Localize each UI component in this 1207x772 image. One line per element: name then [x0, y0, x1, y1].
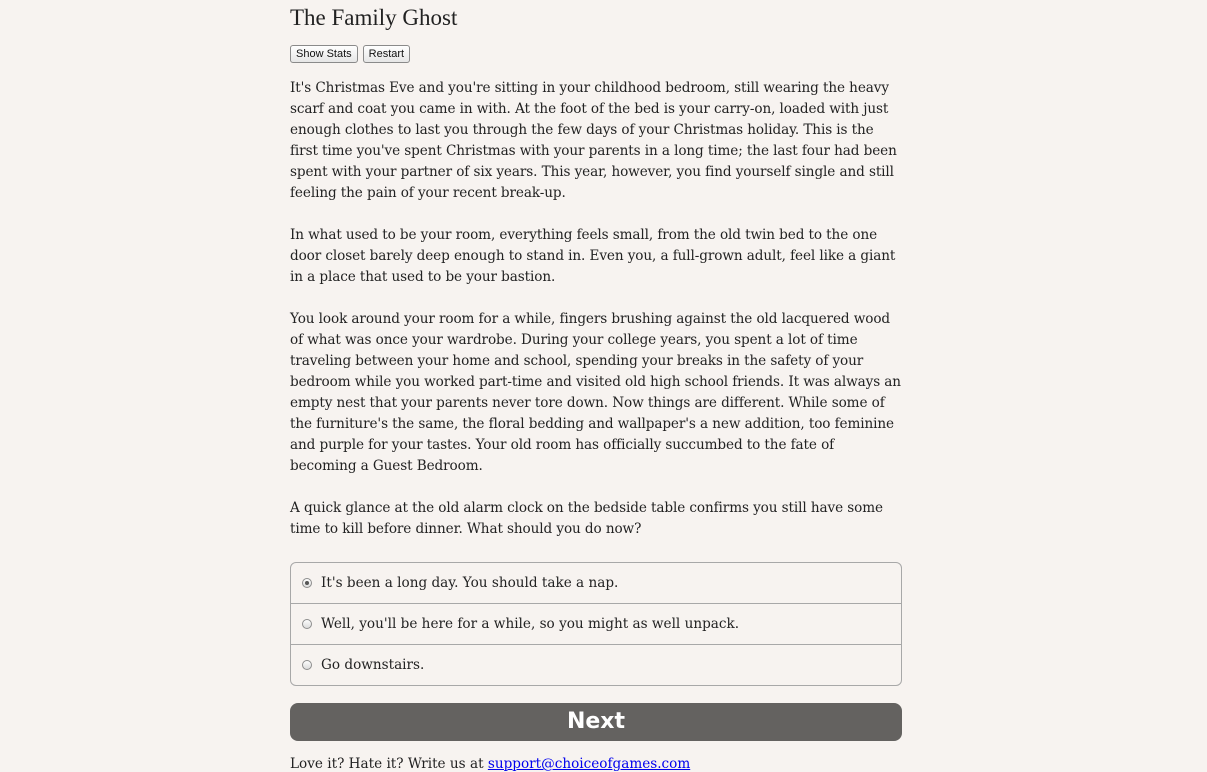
radio-button[interactable]: [302, 619, 312, 629]
restart-button[interactable]: Restart: [363, 45, 410, 63]
choice-option-unpack[interactable]: [291, 604, 901, 645]
choice-option-downstairs[interactable]: [291, 645, 901, 685]
story-paragraph: A quick glance at the old alarm clock on the bedside table confirms you still have some time to kill before dinner. What should you do now?: [290, 500, 883, 537]
page-title: The Family Ghost: [290, 5, 458, 30]
story-paragraph: In what used to be your room, everything feels small, from the old twin bed to the one door closet barely deep enough to stand in. Even you, a full-grown adult, feel like a giant in a place that used to be your bastion.: [290, 227, 896, 285]
story-paragraph: You look around your room for a while, fingers brushing against the old lacquered wood of what was once your wardrobe. During your college years, you spent a lot of time traveling between your home and school, spending your breaks in the safety of your bedroom while you worked part-time and visited old high school friends. It was always an empty nest that your parents never tore down. Now things are different. While some of the furniture's the same, the floral bedding and wallpaper's a new addition, too feminine and purple for your tastes. Your old room has officially succumbed to the fate of becoming a Guest Bedroom.: [290, 311, 901, 474]
choice-option-nap[interactable]: [291, 563, 901, 604]
toolbar: [290, 45, 902, 65]
support-email-link[interactable]: support@choiceofgames.com: [487, 756, 691, 772]
story-paragraph: It's Christmas Eve and you're sitting in your childhood bedroom, still wearing the heavy scarf and coat you came in with. At the foot of the bed is your carry-on, loaded with just enough clothes to last you through the few days of your Christmas holiday. This is the first time you've spent Christmas with your parents in a long time; the last four had been spent with your partner of six years. This year, however, you find yourself single and still feeling the pain of your recent break-up.: [290, 80, 897, 201]
choice-list: [290, 562, 902, 686]
show-stats-button[interactable]: Show Stats: [290, 45, 358, 63]
footer-text: Love it? Hate it? Write us at: [290, 756, 488, 772]
game-container: [290, 0, 902, 772]
next-button[interactable]: Next: [290, 703, 902, 741]
footer: [290, 756, 902, 772]
choice-label: Well, you'll be here for a while, so you might as well unpack.: [321, 616, 740, 632]
story-text: [290, 78, 902, 540]
radio-button-selected[interactable]: [302, 578, 312, 588]
radio-button[interactable]: [302, 660, 312, 670]
choice-label: It's been a long day. You should take a nap.: [321, 575, 619, 591]
choice-label: Go downstairs.: [321, 657, 425, 673]
